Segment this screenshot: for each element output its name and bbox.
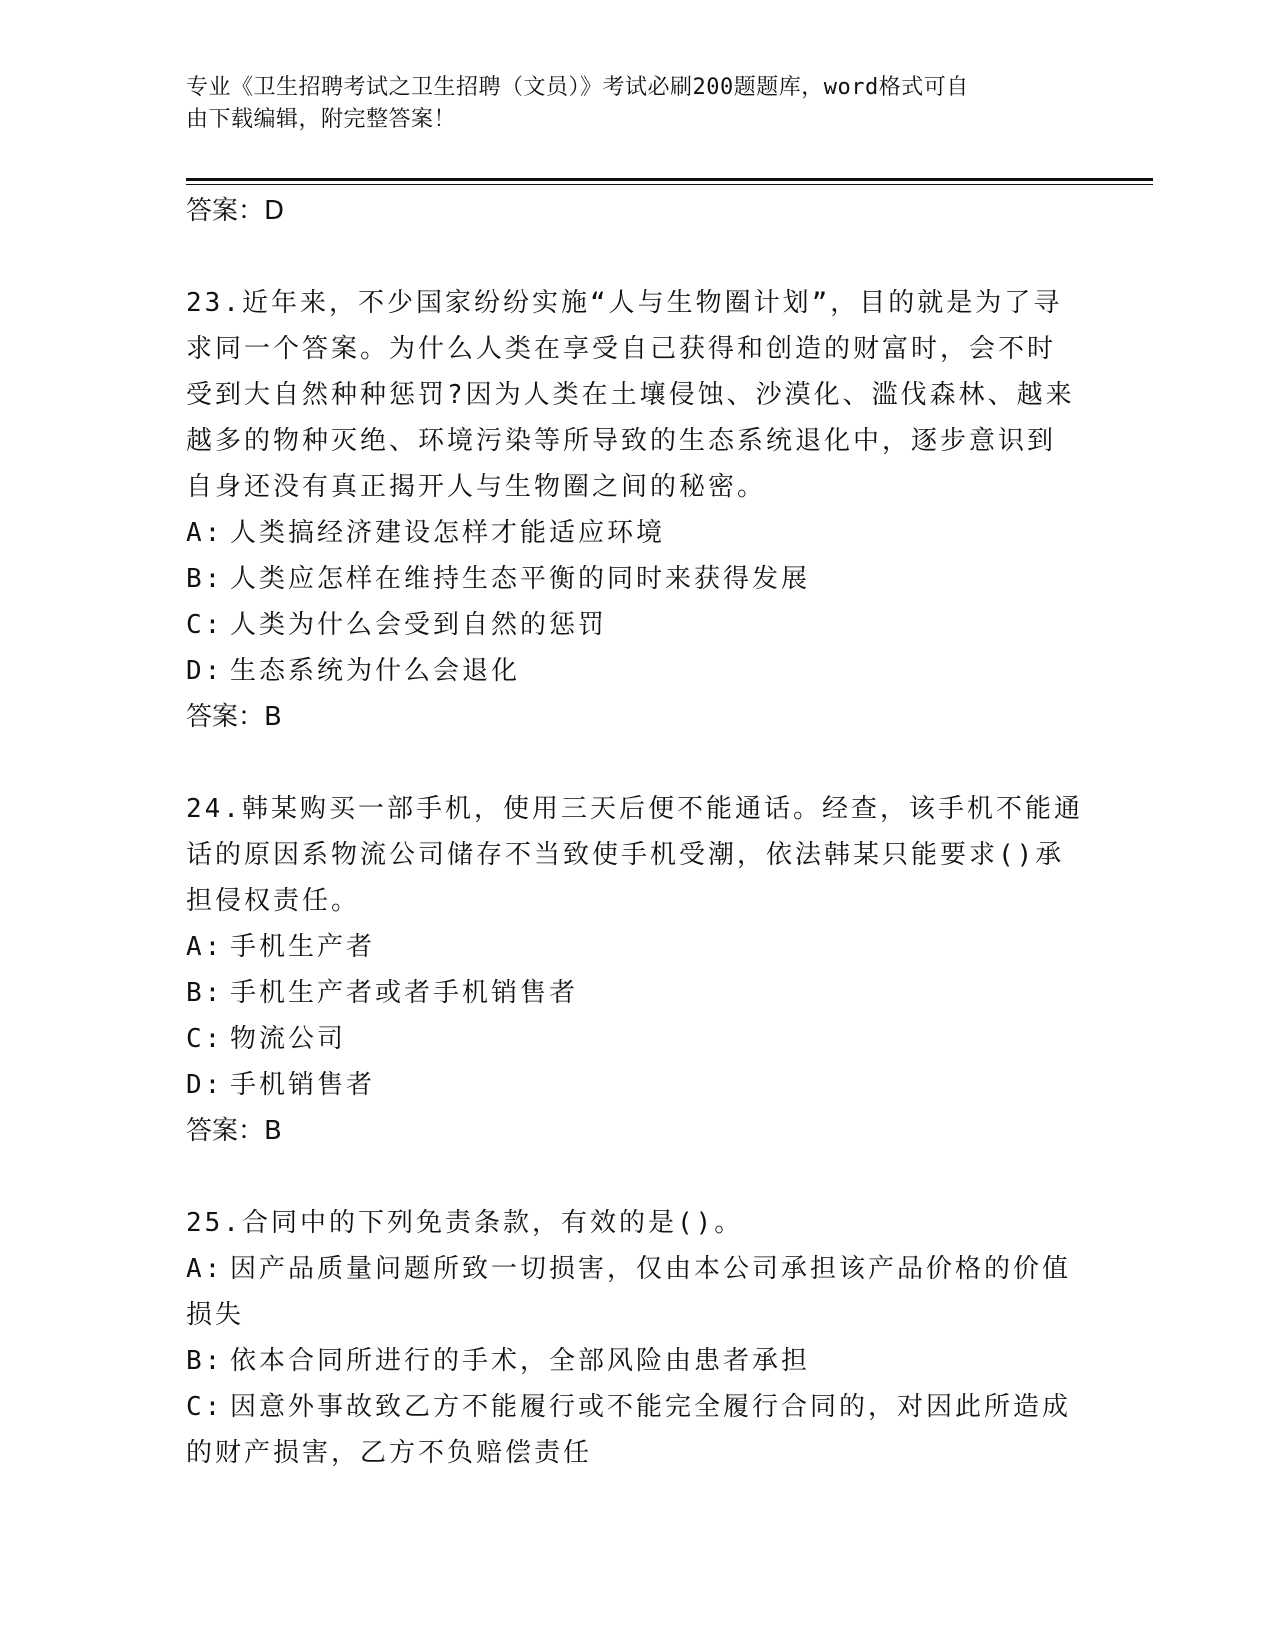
option-b bbox=[186, 556, 1086, 602]
option-key: A: bbox=[186, 932, 224, 962]
header-rule-thin bbox=[186, 184, 1153, 185]
question-text: 23.近年来，不少国家纷纷实施“人与生物圈计划”，目的就是为了寻 bbox=[186, 288, 1063, 318]
option-d bbox=[186, 648, 1086, 694]
question-text: 话的原因系物流公司储存不当致使手机受潮，依法韩某只能要求()承 bbox=[186, 840, 1065, 870]
option-text: 依本合同所进行的手术，全部风险由患者承担 bbox=[230, 1346, 811, 1376]
option-key: B: bbox=[186, 978, 224, 1008]
option-key: C: bbox=[186, 1024, 224, 1054]
answer-line: 答案：B bbox=[186, 702, 282, 732]
header-rule bbox=[186, 178, 1153, 181]
spacer bbox=[186, 234, 1086, 280]
question-text: 25.合同中的下列免责条款，有效的是()。 bbox=[186, 1208, 744, 1238]
answer-line: 答案：B bbox=[186, 1116, 282, 1146]
question-text: 担侵权责任。 bbox=[186, 886, 361, 916]
question-text: 自身还没有真正揭开人与生物圈之间的秘密。 bbox=[186, 472, 767, 502]
option-a-continued: 损失 bbox=[186, 1300, 245, 1330]
option-key: B: bbox=[186, 564, 224, 594]
spacer bbox=[186, 1154, 1086, 1200]
option-text: 人类搞经济建设怎样才能适应环境 bbox=[230, 518, 666, 548]
header-line: 由下载编辑，附完整答案！ bbox=[186, 107, 457, 132]
option-key: A: bbox=[186, 1254, 224, 1284]
option-key: A: bbox=[186, 518, 224, 548]
question-content bbox=[186, 188, 1086, 1476]
option-text: 物流公司 bbox=[230, 1024, 347, 1054]
option-text: 因意外事故致乙方不能履行或不能完全履行合同的，对因此所造成 bbox=[230, 1392, 1072, 1422]
option-key: C: bbox=[186, 610, 224, 640]
option-key: C: bbox=[186, 1392, 224, 1422]
option-d bbox=[186, 1062, 1086, 1108]
option-c bbox=[186, 602, 1086, 648]
option-b bbox=[186, 970, 1086, 1016]
option-text: 手机生产者或者手机销售者 bbox=[230, 978, 579, 1008]
option-key: B: bbox=[186, 1346, 224, 1376]
option-text: 手机销售者 bbox=[230, 1070, 376, 1100]
option-c-continued: 的财产损害，乙方不负赔偿责任 bbox=[186, 1438, 593, 1468]
question-block bbox=[186, 280, 1086, 740]
option-key: D: bbox=[186, 1070, 224, 1100]
question-text: 24.韩某购买一部手机，使用三天后便不能通话。经查，该手机不能通 bbox=[186, 794, 1083, 824]
option-c bbox=[186, 1016, 1086, 1062]
option-text: 手机生产者 bbox=[230, 932, 376, 962]
question-text: 越多的物种灭绝、环境污染等所导致的生态系统退化中，逐步意识到 bbox=[186, 426, 1057, 456]
header-line: 专业《卫生招聘考试之卫生招聘（文员）》考试必刷200题题库，word格式可自 bbox=[186, 75, 969, 100]
option-c bbox=[186, 1384, 1086, 1430]
option-text: 人类为什么会受到自然的惩罚 bbox=[230, 610, 608, 640]
option-a bbox=[186, 1246, 1086, 1292]
option-b bbox=[186, 1338, 1086, 1384]
option-key: D: bbox=[186, 656, 224, 686]
option-text: 生态系统为什么会退化 bbox=[230, 656, 521, 686]
answer-line: 答案：D bbox=[186, 196, 285, 226]
question-text: 受到大自然种种惩罚?因为人类在土壤侵蚀、沙漠化、滥伐森林、越来 bbox=[186, 380, 1075, 410]
page-header bbox=[186, 72, 1086, 136]
question-block bbox=[186, 786, 1086, 1154]
question-text: 求同一个答案。为什么人类在享受自己获得和创造的财富时，会不时 bbox=[186, 334, 1057, 364]
option-text: 人类应怎样在维持生态平衡的同时来获得发展 bbox=[230, 564, 811, 594]
option-text: 因产品质量问题所致一切损害，仅由本公司承担该产品价格的价值 bbox=[230, 1254, 1072, 1284]
question-block bbox=[186, 1200, 1086, 1476]
spacer bbox=[186, 740, 1086, 786]
option-a bbox=[186, 510, 1086, 556]
option-a bbox=[186, 924, 1086, 970]
